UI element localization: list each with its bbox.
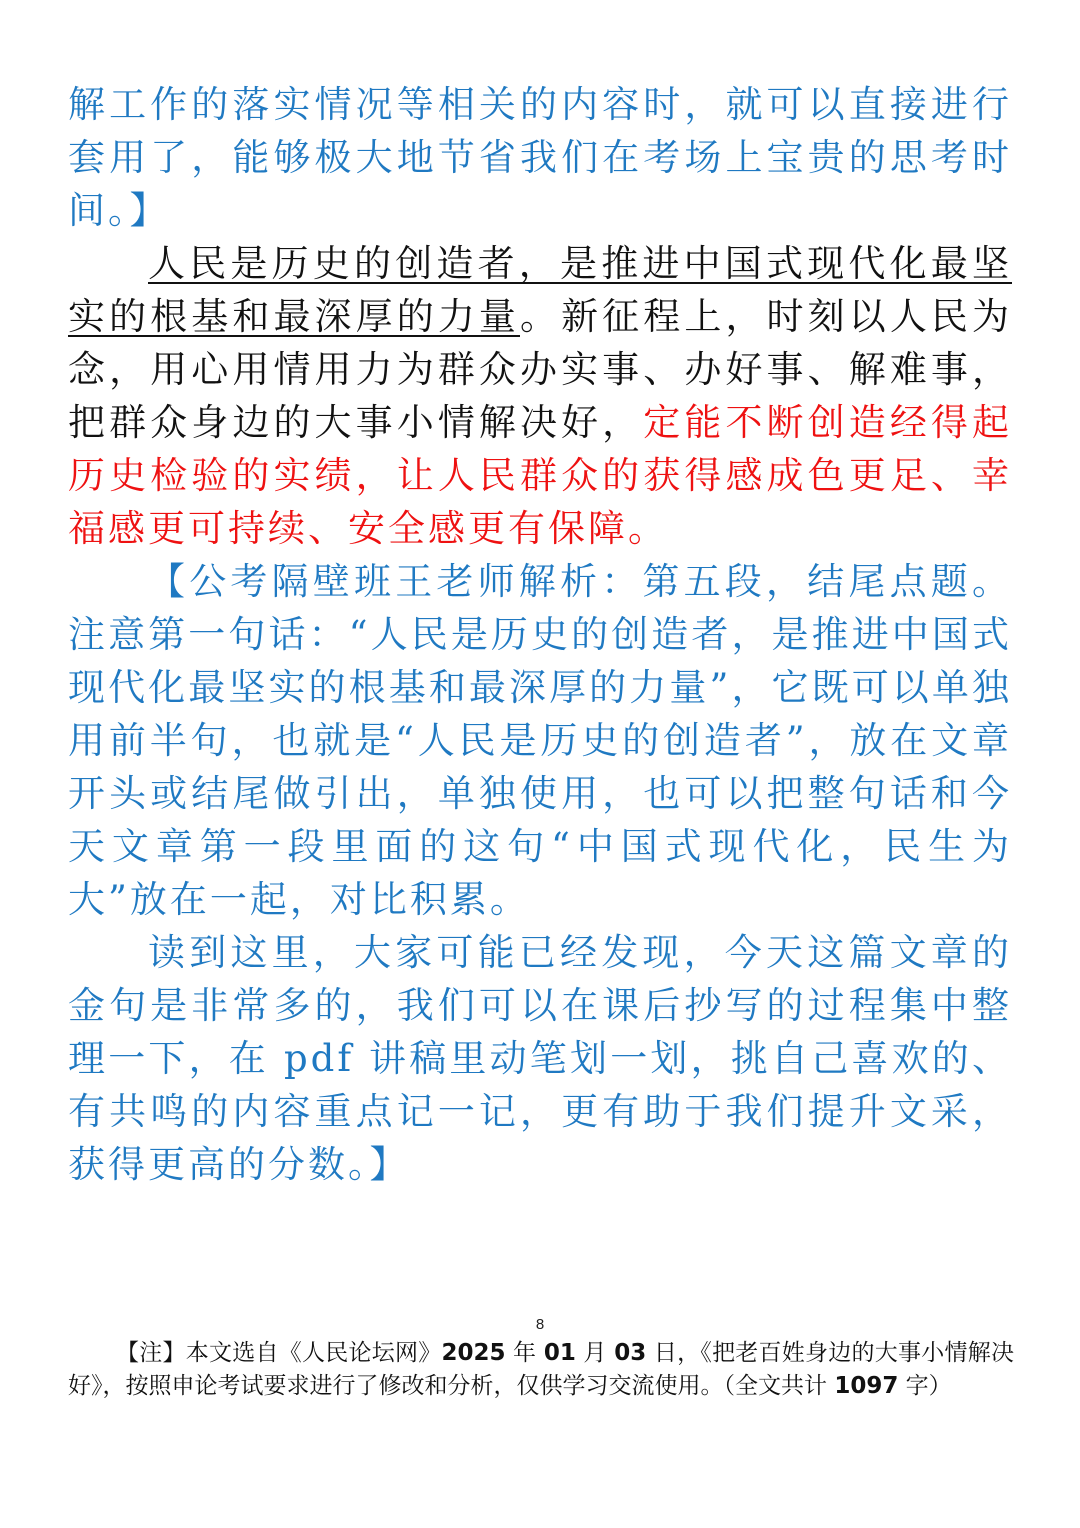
teacher-analysis-paragraph: 【公考隔壁班王老师解析：第五段，结尾点题。注意第一句话：“人民是历史的创造者，是推进中国式现代化最坚实的根基和最深厚的力量”，它既可以单独用前半句，也就是“人民是历史的创造者”，放在文章开头或结尾做引出，单独使用，也可以把整句话和今天文章第一段里面的这句“中国式现代化，民生为大”放在一起，对比积累。 bbox=[68, 560, 1012, 921]
note-text: 日，《把老百姓身边的大事小情解决好》，按照申论考试要求进行了修改和分析，仅供学习交流使用。（全文共计 bbox=[68, 1340, 1015, 1399]
note-text: 字） bbox=[898, 1373, 952, 1399]
footer-source-note bbox=[68, 1337, 1014, 1403]
note-year: 2025 bbox=[441, 1340, 506, 1366]
underlined-golden-sentence: 人民是历史的创造者，是推进中国式现代化最坚实的根基和最深厚的力量 bbox=[68, 242, 1012, 338]
analysis-paragraph-continued: 解工作的落实情况等相关的内容时，就可以直接进行套用了，能够极大地节省我们在考场上宝贵的思考时间。】 bbox=[68, 83, 1012, 232]
note-text: 月 bbox=[575, 1340, 615, 1366]
highlighted-sentence: 定能不断创造经得起历史检验的实绩，让人民群众的获得感成色更足、幸福感更可持续、安全感更有保障。 bbox=[68, 401, 1013, 550]
page-number: 8 bbox=[535, 1316, 545, 1333]
article-paragraph-five bbox=[68, 237, 1012, 555]
closing-analysis-paragraph: 读到这里，大家可能已经发现，今天这篇文章的金句是非常多的，我们可以在课后抄写的过程集中整理一下，在 pdf 讲稿里动笔划一划，挑自己喜欢的、有共鸣的内容重点记一记，更有助于我们提升文采，获得更高的分数。】 bbox=[68, 931, 1012, 1186]
note-text: 年 bbox=[505, 1340, 544, 1366]
note-text: 【注】本文选自《人民论坛网》 bbox=[116, 1340, 442, 1366]
note-day: 03 bbox=[614, 1340, 647, 1366]
article-body bbox=[68, 78, 1012, 1191]
note-word-count: 1097 bbox=[834, 1373, 899, 1399]
body-sentence: 。新征程上，时刻以人民为念，用心用情用力为群众办实事、办好事、解难事，把群众身边的大事小情解决好， bbox=[68, 295, 1012, 444]
note-month: 01 bbox=[543, 1340, 576, 1366]
